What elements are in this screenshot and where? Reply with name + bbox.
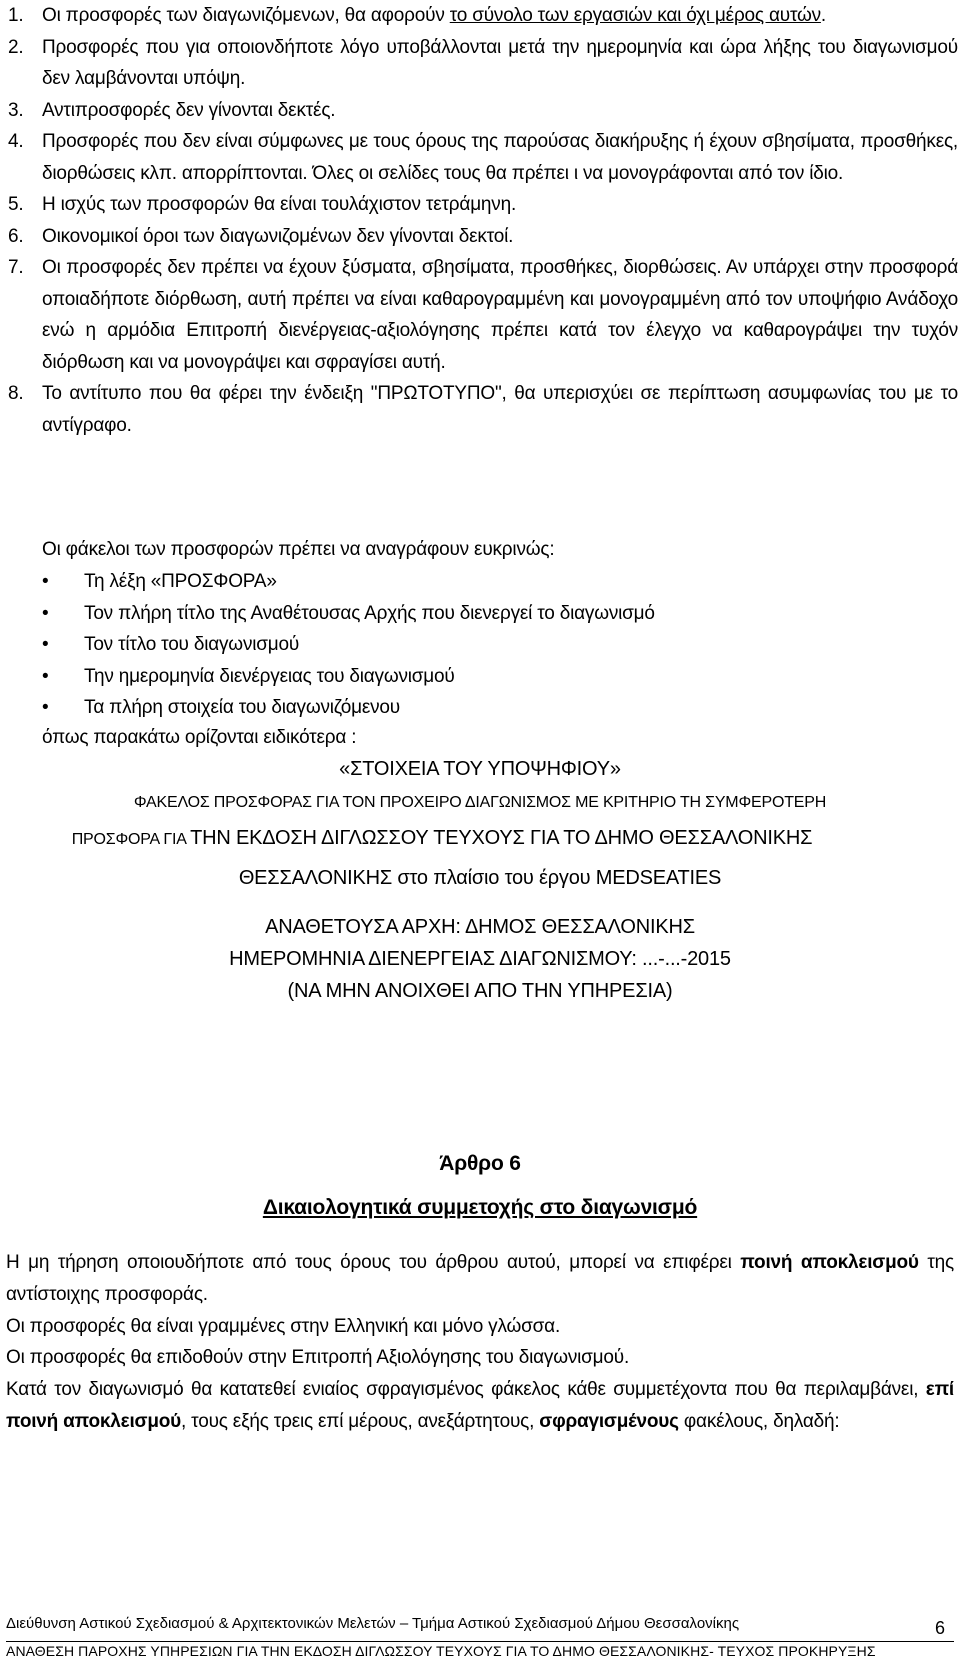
- list-number: 8.: [8, 383, 24, 404]
- paragraph-language: Οι προσφορές θα είναι γραμμένες στην Ελληνική και μόνο γλώσσα.: [6, 1316, 561, 1337]
- list-number: 7.: [8, 257, 24, 278]
- bullet-icon: •: [42, 697, 49, 718]
- list-text-end: .: [820, 5, 827, 26]
- list-text: Προσφορές που για οποιονδήποτε λόγο υποβάλλονται μετά την ημερομηνία και ώρα λήξης του διαγωνισμού δεν λαμβάνονται υπόψη.: [42, 36, 958, 89]
- bullet-icon: •: [42, 634, 49, 655]
- list-text: Προσφορές που δεν είναι σύμφωνες με τους όρους της παρούσας διακήρυξης ή έχουν σβησίματα, προσθήκες, διορθώσεις κλπ. απορρίπτονται. Όλες οι σελίδες τους θα πρέπει ι να μονογράφονται από τον ίδιο.: [42, 131, 958, 184]
- contracting-authority: ΑΝΑΘΕΤΟΥΣΑ ΑΡΧΗ: ΔΗΜΟΣ ΘΕΣΣΑΛΟΝΙΚΗΣ: [265, 916, 695, 938]
- bullet-text: Την ημερομηνία διενέργειας του διαγωνισμού: [84, 665, 455, 687]
- list-number: 6.: [8, 225, 24, 247]
- bullet-item: [42, 692, 655, 724]
- envelope-line-2-small: ΠΡΟΣΦΟΡΑ ΓΙΑ: [71, 831, 191, 848]
- article-number: Άρθρο 6: [439, 1152, 521, 1175]
- underlined-text: το σύνολο των εργασιών και όχι μέρος αυτών: [449, 5, 821, 26]
- article-title: Δικαιολογητικά συμμετοχής στο διαγωνισμό: [262, 1196, 698, 1219]
- as-below-text: όπως παρακάτω ορίζονται ειδικότερα :: [42, 727, 357, 748]
- paragraph-committee: Οι προσφορές θα επιδοθούν στην Επιτροπή Αξιολόγησης του διαγωνισμού.: [6, 1347, 630, 1368]
- bullet-icon: •: [42, 602, 49, 624]
- list-item: [8, 126, 958, 189]
- bold-text: επί ποινή αποκλεισμού: [6, 1379, 954, 1432]
- bullet-icon: •: [42, 571, 49, 592]
- list-item: [8, 221, 958, 253]
- list-item: [8, 378, 958, 441]
- bullet-item: [42, 566, 655, 598]
- bullet-item: [42, 661, 655, 693]
- list-item: [8, 95, 958, 127]
- bold-text: ποινή αποκλεισμού: [740, 1252, 919, 1273]
- footer-title: ΑΝΑΘΕΣΗ ΠΑΡΟΧΗΣ ΥΠΗΡΕΣΙΩΝ ΓΙΑ ΤΗΝ ΕΚΔΟΣΗ ΔΙΓΛΩΣΣΟΥ ΤΕΥΧΟΥΣ ΓΙΑ ΤΟ ΔΗΜΟ ΘΕΣΣΑΛΟΝΙΚΗΣ- ΤΕΥΧΟΣ ΠΡΟΚΗΡΥΞΗΣ: [6, 1643, 876, 1659]
- tender-date: ΗΜΕΡΟΜΗΝΙΑ ΔΙΕΝΕΡΓΕΙΑΣ ΔΙΑΓΩΝΙΣΜΟΥ: ...-...-2015: [229, 948, 731, 970]
- list-text: Το αντίτυπο που θα φέρει την ένδειξη "ΠΡΩΤΟΤΥΠΟ", θα υπερισχύει σε περίπτωση ασυμφωνίας του με το αντίγραφο.: [42, 383, 958, 436]
- list-item: [8, 252, 958, 378]
- list-text: Οι προσφορές δεν πρέπει να έχουν ξύσματα, σβησίματα, προσθήκες, διορθώσεις. Αν υπάρχει στην προσφορά οποιαδήποτε διόρθωση, αυτή πρέπει να είναι καθαρογραμμένη και μονογραμμένη από τον υποψήφιο Ανάδοχο ενώ η αρμόδια Επιτροπή διενέργειας-αξιολόγησης πρέπει κατά τον έλεγχο να καθαρογράψει την τυχόν διόρθωση και να μονογράψει και σφραγίσει αυτή.: [42, 257, 958, 373]
- list-text: Η ισχύς των προσφορών θα είναι τουλάχιστον τετράμηνη.: [42, 194, 517, 215]
- envelope-line-3: ΘΕΣΣΑΛΟΝΙΚΗΣ στο πλαίσιο του έργου MEDSEATIES: [238, 867, 722, 889]
- footer-divider: [6, 1641, 954, 1642]
- envelope-line-2-big: ΤΗΝ ΕΚΔΟΣΗ ΔΙΓΛΩΣΣΟΥ ΤΕΥΧΟΥΣ ΓΙΑ ΤΟ ΔΗΜΟ ΘΕΣΣΑΛΟΝΙΚΗΣ: [190, 827, 813, 849]
- candidate-heading: «ΣΤΟΙΧΕΙΑ ΤΟΥ ΥΠΟΨΗΦΙΟΥ»: [339, 758, 621, 780]
- paragraph-envelopes: [6, 1374, 954, 1437]
- envelope-line-1: ΦΑΚΕΛΟΣ ΠΡΟΣΦΟΡΑΣ ΓΙΑ ΤΟΝ ΠΡΟΧΕΙΡΟ ΔΙΑΓΩΝΙΣΜΟΣ ΜΕ ΚΡΙΤΗΡΙΟ ΤΗ ΣΥΜΦΕΡΟΤΕΡΗ: [133, 794, 827, 811]
- bullet-text: Τη λέξη «ΠΡΟΣΦΟΡΑ»: [84, 571, 277, 592]
- envelope-line-2: [0, 825, 922, 853]
- page-number: 6: [935, 1618, 946, 1638]
- list-number: 3.: [8, 99, 24, 121]
- bullet-item: [42, 629, 655, 661]
- bold-text: σφραγισμένους: [539, 1410, 679, 1432]
- list-item: [8, 32, 958, 95]
- bullet-icon: •: [42, 665, 49, 687]
- list-text: Αντιπροσφορές δεν γίνονται δεκτές.: [42, 99, 336, 121]
- do-not-open-note: (ΝΑ ΜΗΝ ΑΝΟΙΧΘΕΙ ΑΠΟ ΤΗΝ ΥΠΗΡΕΣΙΑ): [287, 980, 673, 1002]
- bullet-item: [42, 598, 655, 630]
- conditions-list: [8, 0, 958, 441]
- bullet-text: Τον τίτλο του διαγωνισμού: [84, 634, 300, 655]
- paragraph-text: Η μη τήρηση οποιουδήποτε από τους όρους του άρθρου αυτού, μπορεί να επιφέρει: [6, 1252, 741, 1273]
- list-text: Οικονομικοί όροι των διαγωνιζομένων δεν γίνονται δεκτοί.: [42, 225, 514, 247]
- footer-department: Διεύθυνση Αστικού Σχεδιασμού & Αρχιτεκτονικών Μελετών – Τμήμα Αστικού Σχεδιασμού Δήμου Θεσσαλονίκης: [6, 1615, 740, 1632]
- envelope-requirements-list: [42, 566, 655, 724]
- list-item: [8, 0, 958, 32]
- paragraph-text: φακέλους, δηλαδή:: [678, 1410, 840, 1432]
- paragraph-text: της αντίστοιχης προσφοράς.: [6, 1252, 954, 1305]
- paragraph-text: , τους εξής τρεις επί μέρους, ανεξάρτητους,: [181, 1410, 540, 1432]
- envelopes-intro: Οι φάκελοι των προσφορών πρέπει να αναγράφουν ευκρινώς:: [42, 539, 555, 560]
- paragraph-text: Κατά τον διαγωνισμό θα κατατεθεί ενιαίος σφραγισμένος φάκελος κάθε συμμετέχοντα που θα περιλαμβάνει,: [6, 1379, 926, 1400]
- paragraph-penalty: [6, 1247, 954, 1310]
- list-text: Οι προσφορές των διαγωνιζόμενων, θα αφορούν: [42, 5, 450, 26]
- list-number: 5.: [8, 194, 24, 215]
- list-number: 2.: [8, 36, 24, 58]
- list-number: 4.: [8, 131, 24, 152]
- list-item: [8, 189, 958, 221]
- list-number: 1.: [8, 5, 24, 26]
- bullet-text: Τον πλήρη τίτλο της Αναθέτουσας Αρχής που διενεργεί το διαγωνισμό: [84, 602, 655, 624]
- bullet-text: Τα πλήρη στοιχεία του διαγωνιζόμενου: [84, 697, 400, 718]
